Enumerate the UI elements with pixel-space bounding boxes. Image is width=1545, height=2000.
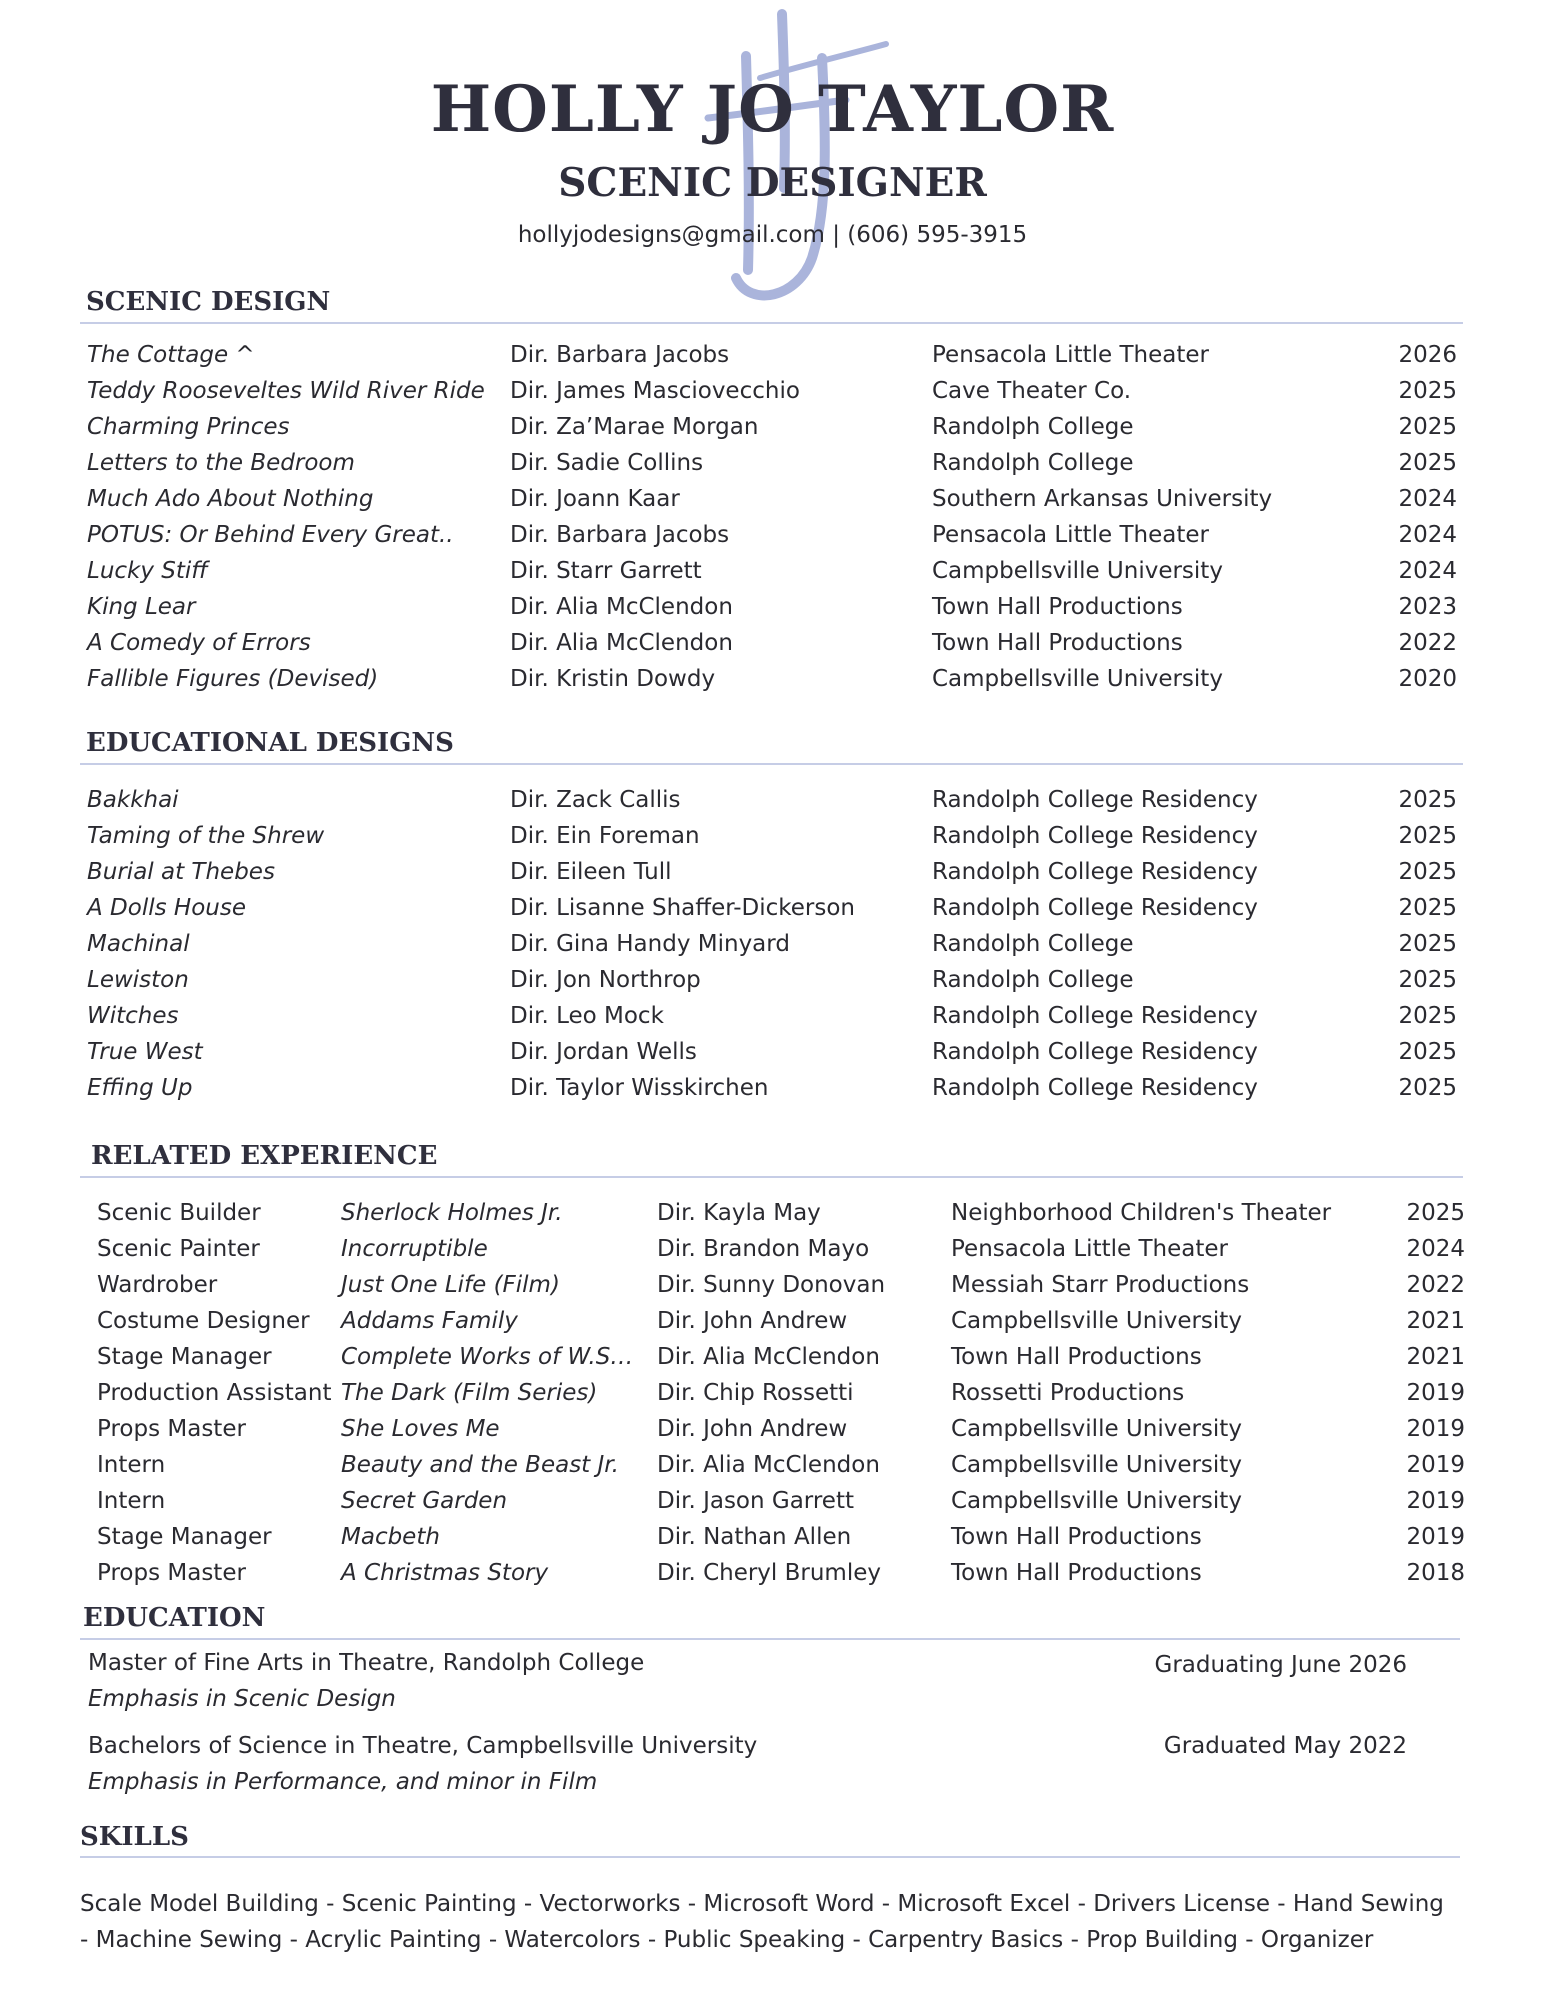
year: 2021 [1406,1344,1465,1370]
production-title: Taming of the Shrew [87,823,325,849]
production-title: Machinal [87,931,190,957]
table-row [0,337,1545,373]
director: Dir. Nathan Allen [657,1524,852,1550]
position-role: Scenic Painter [97,1236,260,1262]
year: 2023 [1398,594,1457,620]
section-divider [80,763,1463,765]
position-role: Costume Designer [97,1308,310,1334]
table-row [0,1070,1545,1106]
venue: Campbellsville University [951,1488,1242,1514]
director: Dir. Alia McClendon [510,630,733,656]
venue: Town Hall Productions [932,594,1183,620]
production-title: The Dark (Film Series) [341,1380,598,1406]
table-row [0,625,1545,661]
education-emphasis: Emphasis in Performance, and minor in Film [88,1769,598,1795]
venue: Pensacola Little Theater [932,342,1209,368]
table-row [0,1034,1545,1070]
director: Dir. Alia McClendon [510,594,733,620]
year: 2024 [1406,1236,1465,1262]
position-role: Stage Manager [97,1344,272,1370]
year: 2019 [1406,1380,1465,1406]
production-title: Charming Princes [87,414,290,440]
production-title: A Dolls House [87,895,246,921]
table-row [0,1375,1545,1411]
table-row [0,1411,1545,1447]
year: 2025 [1398,967,1457,993]
year: 2025 [1398,450,1457,476]
year: 2025 [1398,1039,1457,1065]
production-title: Incorruptible [341,1236,488,1262]
production-title: A Comedy of Errors [87,630,311,656]
venue: Neighborhood Children's Theater [951,1200,1332,1226]
venue: Messiah Starr Productions [951,1272,1250,1298]
director: Dir. James Masciovecchio [510,378,800,404]
venue: Town Hall Productions [951,1560,1202,1586]
venue: Randolph College Residency [932,859,1258,885]
year: 2024 [1398,486,1457,512]
educational-designs-heading: EDUCATIONAL DESIGNS [86,728,454,758]
year: 2025 [1398,823,1457,849]
director: Dir. Barbara Jacobs [510,522,730,548]
applicant-title: SCENIC DESIGNER [558,160,987,206]
table-row [0,782,1545,818]
production-title: Burial at Thebes [87,859,275,885]
production-title: Complete Works of W.S… [341,1344,634,1370]
venue: Randolph College [932,931,1134,957]
production-title: Effing Up [87,1075,193,1101]
table-row [0,962,1545,998]
table-row [0,1483,1545,1519]
production-title: True West [87,1039,203,1065]
venue: Campbellsville University [951,1308,1242,1334]
skills-line: Scale Model Building - Scenic Painting - Vectorworks - Microsoft Word - Microsoft Excel - Drivers License - Hand Sewing [80,1891,1444,1917]
applicant-name: HOLLY JO TAYLOR [430,72,1115,147]
education-heading: EDUCATION [83,1603,266,1633]
year: 2024 [1398,522,1457,548]
year: 2025 [1398,859,1457,885]
table-row [0,1195,1545,1231]
venue: Randolph College Residency [932,1075,1258,1101]
position-role: Props Master [97,1560,246,1586]
production-title: Witches [87,1003,179,1029]
education-degree: Master of Fine Arts in Theatre, Randolph College [88,1650,645,1676]
year: 2025 [1398,895,1457,921]
position-role: Stage Manager [97,1524,272,1550]
venue: Campbellsville University [951,1416,1242,1442]
director: Dir. Cheryl Brumley [657,1560,881,1586]
section-divider [80,1856,1460,1858]
position-role: Props Master [97,1416,246,1442]
year: 2025 [1398,931,1457,957]
director: Dir. Kristin Dowdy [510,666,716,692]
year: 2022 [1406,1272,1465,1298]
director: Dir. Alia McClendon [657,1344,880,1370]
venue: Randolph College Residency [932,895,1258,921]
production-title: Beauty and the Beast Jr. [341,1452,619,1478]
director: Dir. Taylor Wisskirchen [510,1075,769,1101]
position-role: Production Assistant [97,1380,332,1406]
skills-heading: SKILLS [80,1822,189,1852]
director: Dir. Sadie Collins [510,450,704,476]
section-divider [80,1638,1460,1640]
year: 2019 [1406,1488,1465,1514]
venue: Town Hall Productions [932,630,1183,656]
table-row [0,818,1545,854]
production-title: Lucky Stiff [87,558,208,584]
table-row [0,998,1545,1034]
director: Dir. Lisanne Shaffer-Dickerson [510,895,855,921]
table-row [0,854,1545,890]
venue: Southern Arkansas University [932,486,1273,512]
venue: Randolph College [932,450,1134,476]
position-role: Intern [97,1452,166,1478]
table-row [0,481,1545,517]
table-row [0,1447,1545,1483]
venue: Randolph College [932,967,1134,993]
year: 2025 [1398,378,1457,404]
year: 2019 [1406,1416,1465,1442]
production-title: Teddy Rooseveltes Wild River Ride [87,378,485,404]
director: Dir. Chip Rossetti [657,1380,854,1406]
table-row [0,890,1545,926]
table-row [0,926,1545,962]
related-experience-heading: RELATED EXPERIENCE [91,1141,438,1171]
table-row [0,445,1545,481]
venue: Town Hall Productions [951,1344,1202,1370]
venue: Pensacola Little Theater [951,1236,1228,1262]
director: Dir. Gina Handy Minyard [510,931,790,957]
year: 2019 [1406,1452,1465,1478]
table-row [0,409,1545,445]
table-row [0,661,1545,697]
venue: Campbellsville University [932,558,1223,584]
table-row [0,373,1545,409]
table-row [0,589,1545,625]
production-title: The Cottage ^ [87,342,255,368]
table-row [0,1267,1545,1303]
director: Dir. Eileen Tull [510,859,672,885]
position-role: Intern [97,1488,166,1514]
production-title: She Loves Me [341,1416,500,1442]
director: Dir. Zack Callis [510,787,681,813]
section-divider [80,322,1463,324]
production-title: Macbeth [341,1524,440,1550]
director: Dir. Barbara Jacobs [510,342,730,368]
production-title: Bakkhai [87,787,179,813]
venue: Randolph College Residency [932,823,1258,849]
director: Dir. Jason Garrett [657,1488,854,1514]
year: 2020 [1398,666,1457,692]
venue: Randolph College Residency [932,787,1258,813]
venue: Campbellsville University [932,666,1223,692]
production-title: Much Ado About Nothing [87,486,374,512]
director: Dir. Jordan Wells [510,1039,697,1065]
director: Dir. John Andrew [657,1416,848,1442]
director: Dir. Jon Northrop [510,967,701,993]
table-row [0,517,1545,553]
year: 2025 [1406,1200,1465,1226]
director: Dir. Joann Kaar [510,486,680,512]
education-degree: Bachelors of Science in Theatre, Campbellsville University [88,1733,758,1759]
venue: Rossetti Productions [951,1380,1185,1406]
venue: Randolph College [932,414,1134,440]
table-row [0,553,1545,589]
production-title: Fallible Figures (Devised) [87,666,379,692]
table-row [0,1303,1545,1339]
production-title: King Lear [87,594,196,620]
education-emphasis: Emphasis in Scenic Design [88,1686,396,1712]
director: Dir. Leo Mock [510,1003,664,1029]
contact-line: hollyjodesigns@gmail.com | (606) 595-3915 [517,222,1028,248]
year: 2025 [1398,1075,1457,1101]
director: Dir. Alia McClendon [657,1452,880,1478]
year: 2025 [1398,1003,1457,1029]
director: Dir. Brandon Mayo [657,1236,870,1262]
director: Dir. Sunny Donovan [657,1272,886,1298]
director: Dir. John Andrew [657,1308,848,1334]
production-title: Secret Garden [341,1488,508,1514]
production-title: Sherlock Holmes Jr. [341,1200,563,1226]
year: 2025 [1398,414,1457,440]
year: 2025 [1398,787,1457,813]
director: Dir. Ein Foreman [510,823,700,849]
production-title: Lewiston [87,967,189,993]
production-title: POTUS: Or Behind Every Great.. [87,522,454,548]
year: 2019 [1406,1524,1465,1550]
scenic-design-heading: SCENIC DESIGN [86,287,331,317]
venue: Campbellsville University [951,1452,1242,1478]
production-title: A Christmas Story [341,1560,549,1586]
production-title: Addams Family [341,1308,518,1334]
year: 2018 [1406,1560,1465,1586]
year: 2022 [1398,630,1457,656]
year: 2021 [1406,1308,1465,1334]
production-title: Letters to the Bedroom [87,450,355,476]
year: 2024 [1398,558,1457,584]
skills-line: - Machine Sewing - Acrylic Painting - Watercolors - Public Speaking - Carpentry Basics - Prop Building - Organizer [80,1927,1374,1953]
position-role: Scenic Builder [97,1200,261,1226]
education-date: Graduating June 2026 [1154,1652,1407,1678]
venue: Pensacola Little Theater [932,522,1209,548]
director: Dir. Starr Garrett [510,558,702,584]
year: 2026 [1398,342,1457,368]
venue: Randolph College Residency [932,1039,1258,1065]
section-divider [80,1176,1463,1178]
production-title: Just One Life (Film) [341,1272,560,1298]
director: Dir. Za’Marae Morgan [510,414,759,440]
venue: Cave Theater Co. [932,378,1132,404]
skills-list [80,1886,1460,1958]
table-row [0,1519,1545,1555]
venue: Randolph College Residency [932,1003,1258,1029]
position-role: Wardrober [97,1272,218,1298]
director: Dir. Kayla May [657,1200,821,1226]
table-row [0,1555,1545,1591]
venue: Town Hall Productions [951,1524,1202,1550]
table-row [0,1231,1545,1267]
education-date: Graduated May 2022 [1163,1733,1407,1759]
table-row [0,1339,1545,1375]
